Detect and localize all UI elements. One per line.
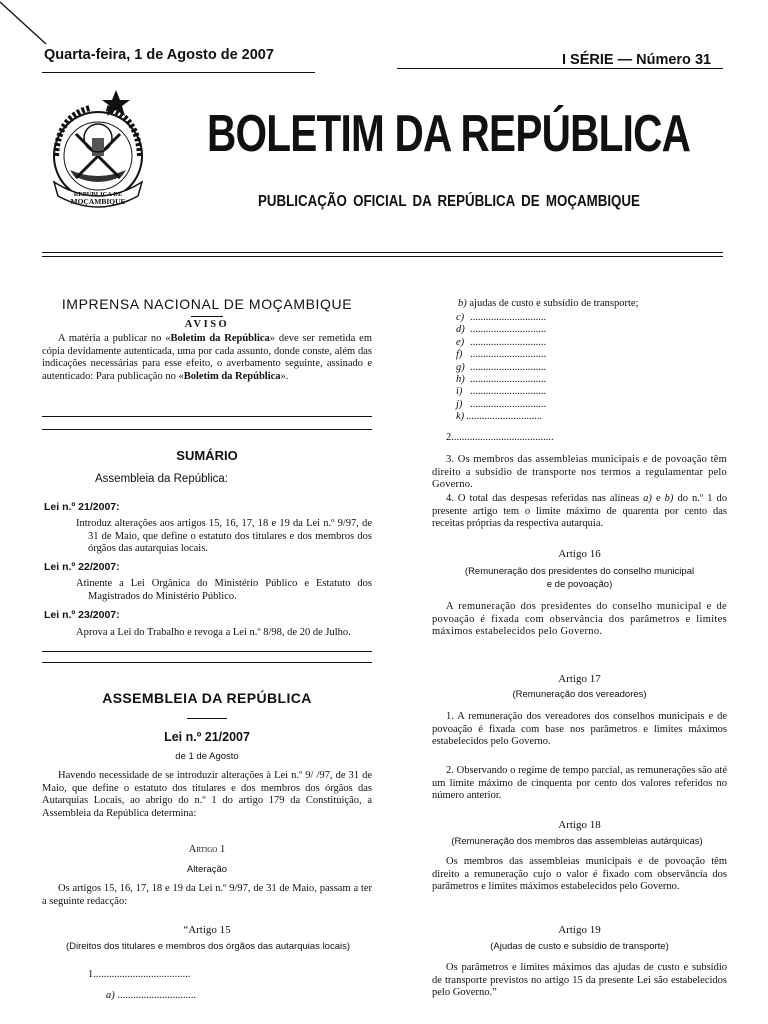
aviso-title: AVISO [184, 319, 230, 330]
preamble-text: Havendo necessidade de se introduzir alterações à Lei n.º 9/ /97, de 31 de Maio, que define o estatuto dos titulares e dos membros dos órgãos das Autarquias Locais, ao abrigo do n.º 1 do artigo 179 da Constituição, a Assembleia da República determina: [42, 770, 372, 819]
series-rule [397, 68, 723, 69]
date-underline [42, 72, 315, 73]
header-rule-top [42, 252, 723, 253]
emblem-text-2: MOÇAMBIQUE [70, 197, 126, 206]
artigo-18-subtitle: (Remuneração dos membros das assembleias autárquicas) [451, 836, 703, 847]
artigo-17-paragraph-1: 1. A remuneração dos vereadores dos conselhos municipais e de povoação é fixada com base nos parâmetros e limites máximos estabelecidos pelo Governo. [432, 711, 727, 747]
law-2-title: Lei n.º 22/2007: [44, 561, 120, 573]
aviso-rule-2 [42, 429, 372, 430]
artigo-16-subtitle-1: (Remuneração dos presidentes do conselho municipal [464, 566, 695, 577]
artigo-16-text: A remuneração dos presidentes do conselho municipal e de povoação é fixada com observância dos parâmetros e limites máximos estabelecidos pelo Governo. [432, 601, 727, 637]
letter-item-f: f) ............................. [456, 349, 547, 361]
artigo-15-subtitle: (Direitos dos titulares e membros dos órgãos das autarquias locais) [65, 941, 351, 952]
masthead-subtitle: PUBLICAÇÃO OFICIAL DA REPÚBLICA DE MOÇAMBIQUE [258, 193, 640, 210]
series-number: I SÉRIE — Número 31 [562, 52, 712, 68]
header-rule-bottom [42, 256, 723, 257]
aviso-text: A matéria a publicar no «Boletim da República» deve ser remetida em cópia devidamente autenticada, uma por cada assunto, donde conste, além das indicações necessárias para esse efeito, o averbamento seguinte, assinado e autenticado: Para publicação no «Boletim da República». [42, 333, 373, 382]
alteracao-label: Alteração [186, 864, 228, 875]
artigo-17-heading: Artigo 17 [558, 673, 601, 685]
masthead-title: BOLETIM DA REPÚBLICA [207, 105, 691, 163]
imprensa-dash [191, 316, 223, 317]
artigo-19-subtitle: (Ajudas de custo e subsídio de transporte) [490, 941, 669, 952]
letter-item-d: d) ............................. [456, 324, 547, 336]
artigo-18-heading: Artigo 18 [558, 819, 601, 831]
paragraph-3: 3. Os membros das assembleias municipais e de povoação têm direito a subsídio de transporte nos termos a regulamentar pelo Governo. [432, 454, 727, 490]
letter-item-j: j) ............................. [456, 398, 547, 410]
law-3-title: Lei n.º 23/2007: [44, 609, 120, 621]
artigo-17-subtitle: (Remuneração dos vereadores) [512, 689, 647, 700]
sumario-rule-1 [42, 651, 372, 652]
letter-item-e: e) ............................. [456, 336, 547, 348]
imprensa-heading: IMPRENSA NACIONAL DE MOÇAMBIQUE [61, 296, 353, 312]
letter-item-i: i) ............................. [456, 386, 547, 398]
left-column [42, 296, 372, 383]
emblem-text-1: REPÚBLICA DE [73, 191, 123, 198]
item-a: a) .............................. [106, 990, 197, 1001]
artigo-1-heading: Artigo 1 [188, 844, 226, 855]
sumario-rule-2 [42, 662, 372, 663]
lei-title: Lei n.º 21/2007 [164, 730, 250, 744]
artigo-1-text: Os artigos 15, 16, 17, 18 e 19 da Lei n.º 9/97, de 31 de Maio, passam a ter a seguinte redacção: [42, 883, 372, 907]
letter-item-k: k) ............................. [456, 411, 543, 423]
letter-list [456, 312, 546, 424]
paragraph-4: 4. O total das despesas referidas nas alíneas a) e b) do n.º 1 do presente artigo tem o limite máximo de quarenta por cento das receitas próprias da respectiva autarquia. [432, 493, 727, 529]
item-2-dots: 2....................................... [446, 432, 554, 443]
lei-date: de 1 de Agosto [175, 751, 239, 762]
item-1-dots: 1..................................... [88, 969, 191, 980]
aviso-rule-1 [42, 416, 372, 417]
item-b: b) ajudas de custo e subsídio de transporte; [458, 298, 639, 309]
artigo-16-heading: Artigo 16 [558, 548, 601, 560]
sumario-assembleia: Assembleia da República: [95, 473, 228, 485]
coat-of-arms-emblem [40, 86, 156, 218]
artigo-15-heading: “Artigo 15 [183, 924, 231, 936]
artigo-16-subtitle-2: e de povoação) [546, 579, 613, 590]
assembleia-dash [187, 718, 227, 719]
law-2-desc: Atinente a Lei Orgânica do Ministério Público e Estatuto dos Magistrados do Ministério Público. [76, 578, 372, 602]
artigo-17-paragraph-2: 2. Observando o regime de tempo parcial, as remunerações são até um limite máximo de cinquenta por cento dos valores referidos no número anterior. [432, 765, 727, 801]
law-1-title: Lei n.º 21/2007: [44, 501, 120, 513]
issue-date: Quarta-feira, 1 de Agosto de 2007 [44, 47, 274, 63]
law-1-desc: Introduz alterações aos artigos 15, 16, 17, 18 e 19 da Lei n.º 9/97, de 31 de Maio, que define o estatuto dos titulares e dos membros dos órgãos das autarquias locais. [76, 518, 372, 554]
letter-item-g: g) ............................. [456, 361, 547, 373]
sumario-heading: SUMÁRIO [176, 448, 238, 463]
letter-item-c: c) ............................. [456, 312, 547, 323]
letter-item-h: h) ............................. [456, 374, 547, 386]
artigo-18-text: Os membros das assembleias municipais e de povoação têm direito a remuneração cujo o valor é fixado com observância dos parâmetros e limites máximos estabelecidos pelo Governo. [432, 856, 727, 892]
artigo-19-text: Os parâmetros e limites máximos das ajudas de custo e subsídio de transporte previstos no artigo 15 da presente Lei são estabelecidos pelo Governo.” [432, 962, 727, 998]
law-3-desc: Aprova a Lei do Trabalho e revoga a Lei n.º 8/98, de 20 de Julho. [76, 627, 351, 638]
artigo-19-heading: Artigo 19 [558, 924, 601, 936]
assembleia-heading: ASSEMBLEIA DA REPÚBLICA [102, 690, 312, 706]
